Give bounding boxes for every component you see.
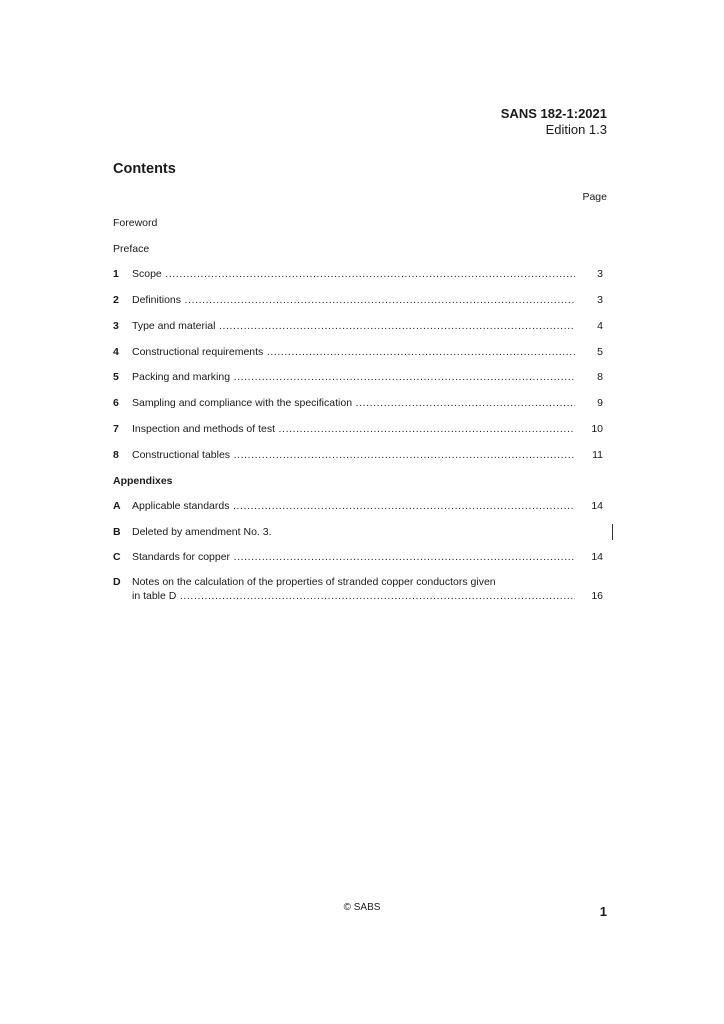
appendix-title-line2: in table D ..... [132, 590, 575, 604]
appendix-title: Standards for copper ..... [132, 551, 575, 565]
edition-label: Edition 1.3 [545, 122, 607, 137]
page-column-label: Page [582, 191, 607, 203]
section-title: Type and material ..... [132, 320, 575, 334]
section-title: Scope ..... [132, 268, 575, 282]
section-page: 9 [597, 397, 603, 409]
toc-appendix-d-first-line[interactable] [113, 576, 603, 590]
toc-section-2[interactable] [113, 294, 603, 308]
appendix-title: Applicable standards ..... [132, 500, 575, 514]
toc-appendix-d[interactable] [113, 590, 603, 604]
appendix-letter: D [113, 576, 121, 588]
copyright-footer: © SABS [343, 902, 381, 913]
section-title: Definitions ..... [132, 294, 575, 308]
section-page: 8 [597, 371, 603, 383]
toc-appendix-b[interactable] [113, 526, 603, 540]
appendix-letter: B [113, 526, 121, 538]
toc-section-4[interactable] [113, 346, 603, 360]
appendix-page: 16 [591, 590, 603, 602]
section-number: 2 [113, 294, 119, 306]
section-number: 4 [113, 346, 119, 358]
appendix-title: Deleted by amendment No. 3. [132, 526, 272, 538]
appendix-page: 14 [591, 500, 603, 512]
amendment-change-bar [612, 524, 613, 540]
appendix-title-line1: Notes on the calculation of the properties of stranded copper conductors given [132, 576, 496, 588]
section-page: 4 [597, 320, 603, 332]
appendix-letter: C [113, 551, 121, 563]
section-number: 5 [113, 371, 119, 383]
section-number: 3 [113, 320, 119, 332]
toc-section-8[interactable] [113, 449, 603, 463]
page-number: 1 [599, 904, 607, 919]
toc-section-1[interactable] [113, 268, 603, 282]
section-number: 7 [113, 423, 119, 435]
toc-section-7[interactable] [113, 423, 603, 437]
section-title: Sampling and compliance with the specification ..... [132, 397, 575, 411]
appendix-page: 14 [591, 551, 603, 563]
section-number: 1 [113, 268, 119, 280]
toc-section-5[interactable] [113, 371, 603, 385]
toc-appendix-a[interactable] [113, 500, 603, 514]
contents-heading: Contents [113, 161, 176, 177]
standard-code: SANS 182-1:2021 [500, 106, 607, 121]
section-page: 3 [597, 294, 603, 306]
section-page: 10 [591, 423, 603, 435]
document-header [501, 105, 607, 137]
appendixes-heading: Appendixes [113, 475, 173, 487]
toc-section-6[interactable] [113, 397, 603, 411]
section-number: 8 [113, 449, 119, 461]
section-number: 6 [113, 397, 119, 409]
section-title: Inspection and methods of test ..... [132, 423, 575, 437]
section-title: Constructional requirements ..... [132, 346, 575, 360]
toc-section-3[interactable] [113, 320, 603, 334]
section-page: 5 [597, 346, 603, 358]
section-title: Packing and marking ..... [132, 371, 575, 385]
toc-foreword[interactable]: Foreword [113, 217, 158, 229]
section-title: Constructional tables ..... [132, 449, 575, 463]
section-page: 3 [597, 268, 603, 280]
toc-preface[interactable]: Preface [113, 243, 150, 255]
appendix-letter: A [113, 500, 121, 512]
toc-appendix-c[interactable] [113, 551, 603, 565]
section-page: 11 [592, 449, 603, 461]
